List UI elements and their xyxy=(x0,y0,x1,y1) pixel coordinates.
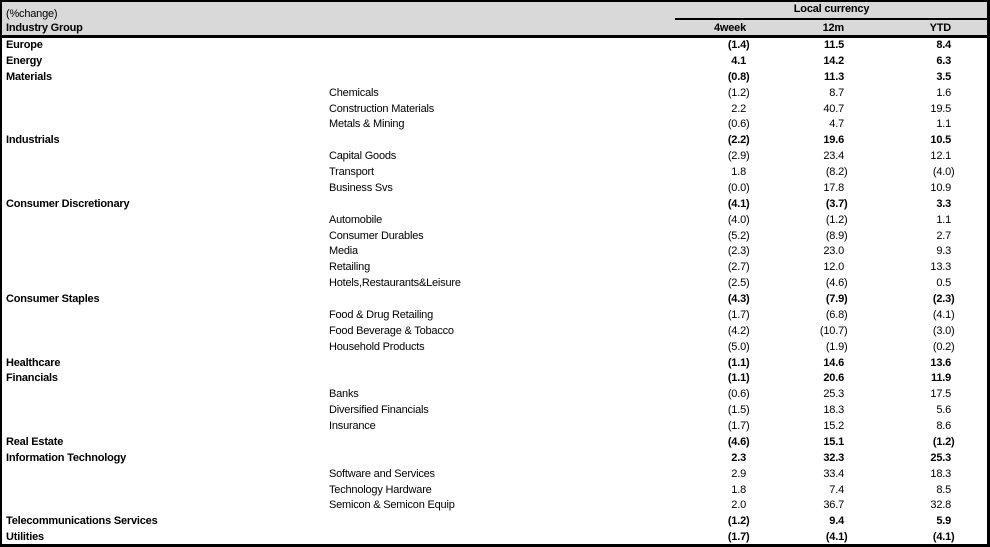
sub-industry-label xyxy=(327,451,662,467)
value-ytd: 2.7 xyxy=(936,229,952,242)
value-4week: (2.2) xyxy=(727,134,750,147)
sub-industry-label: Media xyxy=(329,245,358,258)
industry-group-label xyxy=(2,244,327,260)
sub-industry-label: Automobile xyxy=(329,213,383,226)
industry-group-label: Consumer Discretionary xyxy=(6,197,130,210)
value-12m: 11.5 xyxy=(823,39,844,51)
value-ytd: 1.1 xyxy=(936,118,952,131)
sub-industry-label: Consumer Durables xyxy=(329,229,424,242)
value-ytd: 8.5 xyxy=(936,483,952,496)
sub-industry-label xyxy=(327,70,662,86)
sub-industry-label: Semicon & Semicon Equip xyxy=(329,499,455,512)
value-12m: 12.0 xyxy=(823,261,844,274)
industry-group-label xyxy=(2,276,327,292)
sub-industry-row xyxy=(2,117,990,133)
value-4week: (5.0) xyxy=(727,340,750,353)
sub-industry-label: Hotels,Restaurants&Leisure xyxy=(329,277,461,290)
header-row-top xyxy=(2,2,990,20)
value-12m: 14.2 xyxy=(823,54,844,67)
industry-group-label xyxy=(2,403,327,419)
sub-industry-row xyxy=(2,467,990,483)
sub-industry-row xyxy=(2,403,990,419)
value-ytd: 0.5 xyxy=(936,277,952,290)
industry-group-label: Financials xyxy=(6,372,58,385)
column-header-4week: 4week xyxy=(662,20,752,37)
industry-group-row xyxy=(2,133,990,149)
value-12m: (8.9) xyxy=(825,229,848,242)
sub-industry-label xyxy=(327,356,662,372)
value-12m: (4.6) xyxy=(825,277,848,290)
sub-industry-row xyxy=(2,149,990,165)
sub-industry-row xyxy=(2,340,990,356)
value-4week: (2.7) xyxy=(727,261,750,274)
column-header-ytd: YTD xyxy=(850,20,990,37)
value-12m: 33.4 xyxy=(823,467,844,480)
sub-industry-label xyxy=(327,133,662,149)
value-ytd: 6.3 xyxy=(936,54,952,67)
value-12m: 9.4 xyxy=(829,515,844,528)
value-4week: 2.2 xyxy=(731,102,746,115)
value-ytd: (4.0) xyxy=(932,166,955,178)
sub-industry-row xyxy=(2,165,990,181)
industry-group-label: Consumer Staples xyxy=(6,293,100,305)
value-4week: (4.0) xyxy=(727,213,750,226)
industry-group-label xyxy=(2,213,327,229)
industry-group-label: Telecommunications Services xyxy=(6,515,158,528)
value-ytd: 19.5 xyxy=(930,102,952,115)
value-4week: (0.6) xyxy=(727,118,750,131)
sub-industry-row xyxy=(2,244,990,260)
sub-industry-label xyxy=(327,197,662,213)
sub-industry-label xyxy=(327,435,662,451)
industry-group-label xyxy=(2,483,327,499)
sub-industry-label: Diversified Financials xyxy=(329,404,429,417)
sub-industry-row xyxy=(2,419,990,435)
industry-group-row xyxy=(2,435,990,451)
industry-group-label: Materials xyxy=(6,70,52,83)
industry-group-label: Europe xyxy=(6,39,43,51)
value-12m: (6.8) xyxy=(825,308,848,321)
value-4week: (1.1) xyxy=(727,356,750,369)
sub-industry-row xyxy=(2,86,990,102)
value-12m: 18.3 xyxy=(823,404,844,417)
value-12m: 40.7 xyxy=(823,102,844,115)
value-ytd: (1.2) xyxy=(932,435,955,448)
industry-group-label xyxy=(2,229,327,245)
value-4week: (1.5) xyxy=(727,404,750,417)
industry-group-label xyxy=(2,181,327,197)
value-ytd: (2.3) xyxy=(932,293,955,305)
industry-group-row xyxy=(2,197,990,213)
value-4week: (4.1) xyxy=(727,197,750,210)
industry-group-label xyxy=(2,117,327,133)
industry-group-label xyxy=(2,102,327,118)
sub-industry-label: Software and Services xyxy=(329,467,435,480)
sub-industry-row xyxy=(2,229,990,245)
value-4week: 1.8 xyxy=(731,483,746,496)
value-12m: 4.7 xyxy=(829,118,844,131)
value-12m: 23.4 xyxy=(823,150,844,163)
value-ytd: (3.0) xyxy=(932,324,955,337)
value-12m: 7.4 xyxy=(829,483,844,496)
value-4week: (2.9) xyxy=(727,150,750,163)
value-ytd: 1.1 xyxy=(936,213,952,226)
value-ytd: 32.8 xyxy=(930,499,952,512)
sub-industry-label xyxy=(327,37,662,54)
sub-industry-row xyxy=(2,260,990,276)
value-12m: (8.2) xyxy=(825,166,848,178)
header-row-columns xyxy=(2,20,990,37)
value-12m: (7.9) xyxy=(825,293,848,305)
column-header-12m: 12m xyxy=(752,20,850,37)
industry-group-row xyxy=(2,514,990,530)
industry-group-row xyxy=(2,292,990,308)
sub-industry-label xyxy=(327,54,662,70)
value-12m: (4.1) xyxy=(825,531,848,544)
value-4week: (1.2) xyxy=(727,515,750,528)
industry-group-row xyxy=(2,371,990,387)
value-ytd: 8.4 xyxy=(936,39,952,51)
industry-group-label: Healthcare xyxy=(6,356,61,369)
value-12m: (1.2) xyxy=(825,213,848,226)
industry-group-row xyxy=(2,356,990,372)
value-12m: 36.7 xyxy=(823,499,844,512)
sub-industry-row xyxy=(2,483,990,499)
value-4week: (5.2) xyxy=(727,229,750,242)
value-4week: 2.0 xyxy=(731,499,746,512)
local-currency-label: Local currency xyxy=(675,2,988,20)
sub-industry-label: Metals & Mining xyxy=(329,118,405,131)
sub-industry-label xyxy=(327,292,662,308)
industry-group-row xyxy=(2,54,990,70)
value-4week: 2.9 xyxy=(731,467,746,480)
industry-group-label xyxy=(2,149,327,165)
industry-group-label xyxy=(2,387,327,403)
sub-industry-row xyxy=(2,181,990,197)
value-4week: (1.4) xyxy=(727,39,750,51)
value-12m: 11.3 xyxy=(823,70,844,83)
value-ytd: (4.1) xyxy=(932,531,955,544)
value-4week: 4.1 xyxy=(731,54,746,67)
value-12m: 23.0 xyxy=(823,245,844,258)
data-table xyxy=(2,2,990,546)
value-4week: (0.0) xyxy=(727,181,750,194)
value-4week: (1.7) xyxy=(727,531,750,544)
sub-industry-label: Insurance xyxy=(329,420,376,432)
value-ytd: 8.6 xyxy=(936,420,952,432)
industry-group-label xyxy=(2,86,327,102)
industry-group-label: Utilities xyxy=(6,531,44,544)
industry-group-label: Information Technology xyxy=(6,451,127,464)
industry-group-label: Energy xyxy=(6,54,43,67)
sub-industry-label xyxy=(327,530,662,546)
sub-industry-row xyxy=(2,276,990,292)
value-4week: (1.2) xyxy=(727,86,750,99)
value-12m: 20.6 xyxy=(823,372,844,385)
value-12m: 17.8 xyxy=(823,181,844,194)
value-4week: (1.1) xyxy=(727,372,750,385)
industry-group-row xyxy=(2,451,990,467)
value-4week: (4.2) xyxy=(727,324,750,337)
industry-group-label xyxy=(2,498,327,514)
value-4week: (4.3) xyxy=(727,293,750,305)
sub-industry-label: Transport xyxy=(329,166,374,178)
value-ytd: (4.1) xyxy=(932,308,955,321)
value-ytd: 13.6 xyxy=(930,356,952,369)
local-currency-header-cell xyxy=(662,2,990,20)
value-ytd: 3.5 xyxy=(936,70,952,83)
sub-industry-label xyxy=(327,514,662,530)
value-ytd: 18.3 xyxy=(930,467,952,480)
value-12m: 14.6 xyxy=(823,356,844,369)
industry-group-label: Real Estate xyxy=(6,435,64,448)
sub-industry-label: Household Products xyxy=(329,340,425,353)
sub-industry-row xyxy=(2,213,990,229)
value-12m: 32.3 xyxy=(823,451,844,464)
industry-group-label: Industrials xyxy=(6,134,60,147)
sub-industry-row xyxy=(2,102,990,118)
sub-industry-row xyxy=(2,308,990,324)
value-4week: (1.7) xyxy=(727,420,750,432)
value-ytd: 13.3 xyxy=(930,261,952,274)
value-4week: 2.3 xyxy=(731,451,746,464)
value-4week: (1.7) xyxy=(727,308,750,321)
industry-group-label xyxy=(2,467,327,483)
value-12m: 25.3 xyxy=(823,388,844,401)
value-ytd: 5.9 xyxy=(936,515,952,528)
value-4week: (2.3) xyxy=(727,245,750,258)
value-ytd: 11.9 xyxy=(931,372,952,385)
industry-group-label xyxy=(2,419,327,435)
industry-group-column-header: Industry Group xyxy=(2,20,662,37)
value-ytd: 3.3 xyxy=(936,197,952,210)
value-ytd: 5.6 xyxy=(936,404,952,417)
value-4week: (0.8) xyxy=(727,70,750,83)
value-ytd: 10.5 xyxy=(930,134,952,147)
value-ytd: 12.1 xyxy=(930,150,952,163)
industry-group-label xyxy=(2,324,327,340)
table-header xyxy=(2,2,990,37)
value-ytd: 1.6 xyxy=(936,86,952,99)
sub-industry-label: Food Beverage & Tobacco xyxy=(329,324,454,337)
sub-industry-row xyxy=(2,498,990,514)
sub-industry-label: Capital Goods xyxy=(329,150,397,163)
percent-change-label: (%change) xyxy=(2,2,662,20)
industry-group-row xyxy=(2,37,990,54)
value-4week: (0.6) xyxy=(727,388,750,401)
value-ytd: (0.2) xyxy=(932,340,955,353)
sub-industry-label: Business Svs xyxy=(329,181,393,194)
sub-industry-row xyxy=(2,387,990,403)
value-ytd: 10.9 xyxy=(930,181,952,194)
value-4week: (4.6) xyxy=(727,435,750,448)
value-ytd: 9.3 xyxy=(936,245,952,258)
industry-group-row xyxy=(2,530,990,546)
sub-industry-label: Construction Materials xyxy=(329,102,435,115)
sub-industry-label: Chemicals xyxy=(329,86,379,99)
sub-industry-label: Food & Drug Retailing xyxy=(329,308,434,321)
sub-industry-label: Technology Hardware xyxy=(329,483,432,496)
sub-industry-row xyxy=(2,324,990,340)
industry-group-label xyxy=(2,165,327,181)
sub-industry-label xyxy=(327,371,662,387)
value-12m: 15.2 xyxy=(823,420,844,432)
industry-group-label xyxy=(2,260,327,276)
value-12m: 15.1 xyxy=(823,435,844,448)
value-ytd: 25.3 xyxy=(930,451,952,464)
industry-group-label xyxy=(2,308,327,324)
value-12m: 19.6 xyxy=(823,134,844,147)
value-12m: (10.7) xyxy=(819,324,848,337)
value-12m: (3.7) xyxy=(825,197,848,210)
sub-industry-label: Banks xyxy=(329,388,359,401)
value-ytd: 17.5 xyxy=(930,388,952,401)
industry-group-label xyxy=(2,340,327,356)
value-4week: (2.5) xyxy=(727,277,750,290)
industry-group-row xyxy=(2,70,990,86)
value-12m: 8.7 xyxy=(829,86,844,99)
sub-industry-label: Retailing xyxy=(329,261,371,274)
value-12m: (1.9) xyxy=(825,340,848,353)
value-4week: 1.8 xyxy=(731,166,746,178)
table-body xyxy=(2,37,990,547)
